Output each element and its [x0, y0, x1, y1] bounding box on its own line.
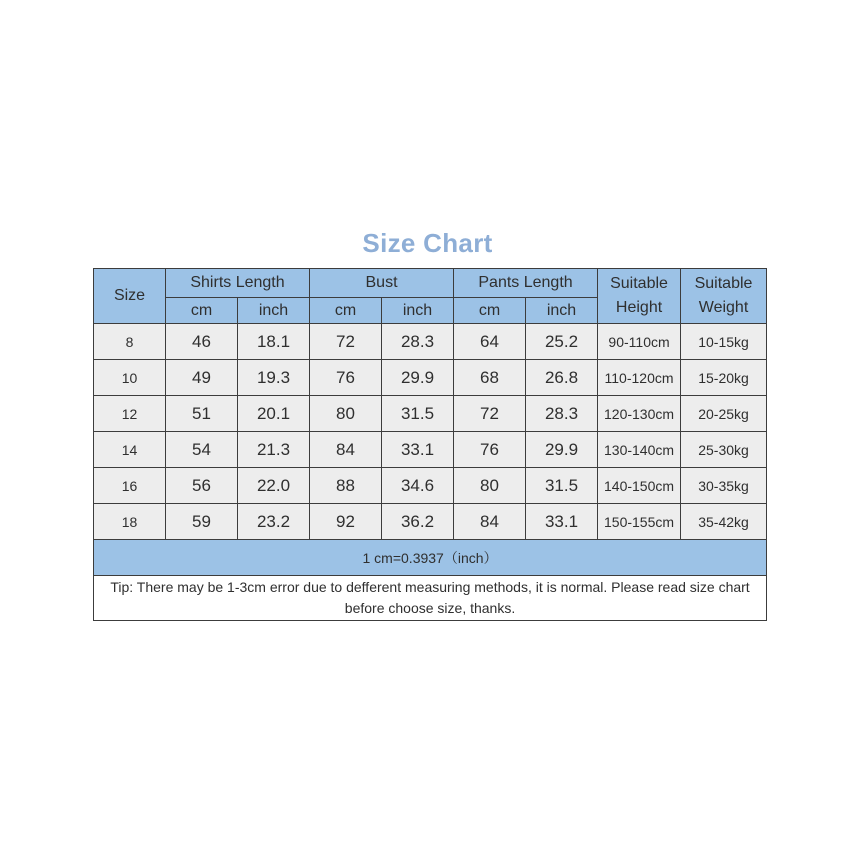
cell-weight: 30-35kg	[681, 468, 767, 504]
tip-row	[94, 576, 767, 621]
header-shirts-length: Shirts Length	[166, 269, 310, 298]
cell-bust-inch: 33.1	[382, 432, 454, 468]
cell-pants-cm: 72	[454, 396, 526, 432]
cell-shirt-cm: 51	[166, 396, 238, 432]
cell-pants-inch: 29.9	[526, 432, 598, 468]
cell-bust-inch: 29.9	[382, 360, 454, 396]
cell-pants-inch: 25.2	[526, 324, 598, 360]
table-row	[94, 504, 767, 540]
header-pants-inch: inch	[526, 298, 598, 324]
cell-pants-cm: 68	[454, 360, 526, 396]
cell-height: 120-130cm	[598, 396, 681, 432]
cell-shirt-inch: 23.2	[238, 504, 310, 540]
size-chart-table	[93, 268, 767, 621]
cell-pants-cm: 64	[454, 324, 526, 360]
cell-size: 8	[94, 324, 166, 360]
table-row	[94, 396, 767, 432]
cell-bust-inch: 36.2	[382, 504, 454, 540]
table-row	[94, 360, 767, 396]
cell-weight: 25-30kg	[681, 432, 767, 468]
header-suitable-height: Suitable Height	[598, 269, 681, 324]
cell-pants-inch: 26.8	[526, 360, 598, 396]
header-bust-cm: cm	[310, 298, 382, 324]
conversion-note: 1 cm=0.3937（inch）	[94, 540, 767, 576]
cell-size: 16	[94, 468, 166, 504]
cell-shirt-inch: 19.3	[238, 360, 310, 396]
cell-shirt-cm: 49	[166, 360, 238, 396]
cell-size: 18	[94, 504, 166, 540]
cell-height: 110-120cm	[598, 360, 681, 396]
cell-pants-inch: 33.1	[526, 504, 598, 540]
header-row-1	[94, 269, 767, 298]
tip-note: Tip: There may be 1-3cm error due to defferent measuring methods, it is normal. Please read size chart before choose size, thanks.	[94, 576, 767, 621]
cell-weight: 15-20kg	[681, 360, 767, 396]
cell-pants-inch: 28.3	[526, 396, 598, 432]
cell-bust-cm: 80	[310, 396, 382, 432]
header-pants-cm: cm	[454, 298, 526, 324]
cell-shirt-inch: 18.1	[238, 324, 310, 360]
cell-weight: 35-42kg	[681, 504, 767, 540]
cell-height: 130-140cm	[598, 432, 681, 468]
cell-pants-cm: 76	[454, 432, 526, 468]
table-row	[94, 468, 767, 504]
page-title: Size Chart	[362, 228, 493, 258]
cell-size: 12	[94, 396, 166, 432]
header-bust-inch: inch	[382, 298, 454, 324]
cell-shirt-cm: 46	[166, 324, 238, 360]
header-pants-length: Pants Length	[454, 269, 598, 298]
cell-shirt-cm: 56	[166, 468, 238, 504]
cell-pants-cm: 84	[454, 504, 526, 540]
cell-height: 150-155cm	[598, 504, 681, 540]
header-shirts-cm: cm	[166, 298, 238, 324]
cell-shirt-inch: 21.3	[238, 432, 310, 468]
table-row	[94, 432, 767, 468]
cell-bust-inch: 28.3	[382, 324, 454, 360]
cell-size: 10	[94, 360, 166, 396]
cell-shirt-inch: 20.1	[238, 396, 310, 432]
cell-weight: 10-15kg	[681, 324, 767, 360]
cell-shirt-cm: 59	[166, 504, 238, 540]
conversion-row	[94, 540, 767, 576]
cell-bust-cm: 76	[310, 360, 382, 396]
cell-weight: 20-25kg	[681, 396, 767, 432]
header-shirts-inch: inch	[238, 298, 310, 324]
header-size: Size	[94, 269, 166, 324]
cell-bust-cm: 92	[310, 504, 382, 540]
cell-bust-cm: 72	[310, 324, 382, 360]
cell-bust-cm: 88	[310, 468, 382, 504]
header-bust: Bust	[310, 269, 454, 298]
cell-shirt-cm: 54	[166, 432, 238, 468]
cell-bust-inch: 34.6	[382, 468, 454, 504]
header-suitable-weight: Suitable Weight	[681, 269, 767, 324]
cell-size: 14	[94, 432, 166, 468]
cell-pants-inch: 31.5	[526, 468, 598, 504]
cell-pants-cm: 80	[454, 468, 526, 504]
cell-height: 90-110cm	[598, 324, 681, 360]
cell-bust-inch: 31.5	[382, 396, 454, 432]
cell-height: 140-150cm	[598, 468, 681, 504]
cell-bust-cm: 84	[310, 432, 382, 468]
cell-shirt-inch: 22.0	[238, 468, 310, 504]
table-row	[94, 324, 767, 360]
